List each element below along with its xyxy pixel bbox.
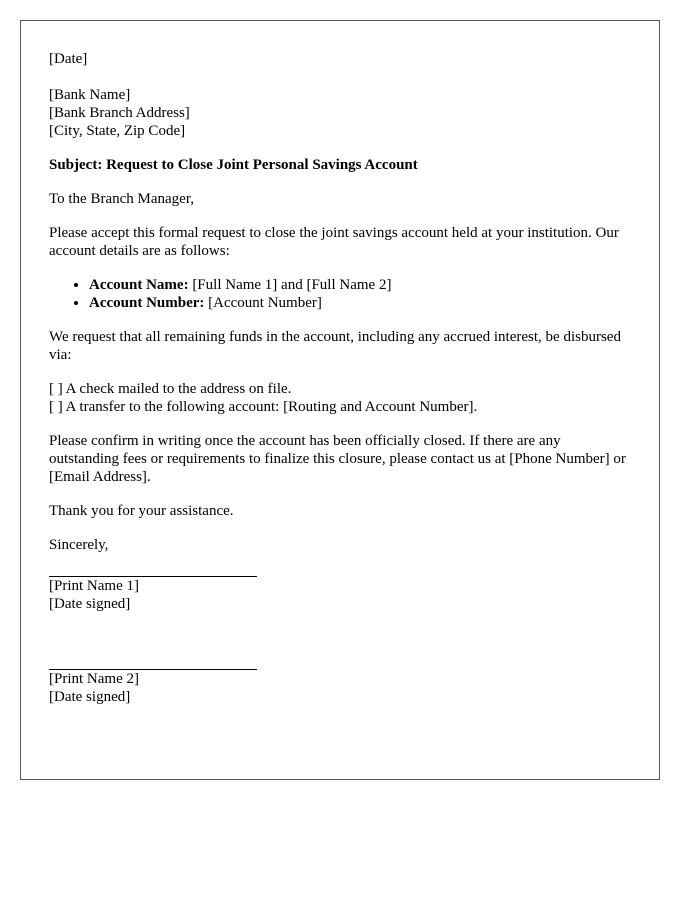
account-details-list: [49, 276, 631, 312]
letter-subject: Subject: Request to Close Joint Personal Savings Account: [49, 157, 418, 173]
print-name-2: [Print Name 2]: [49, 671, 139, 687]
account-name-item: [89, 276, 631, 294]
bank-branch-address: [Bank Branch Address]: [49, 105, 190, 121]
letter-page: [20, 20, 660, 780]
account-name-label: Account Name:: [89, 277, 189, 293]
account-name-value: [Full Name 1] and [Full Name 2]: [188, 277, 392, 293]
confirm-paragraph: Please confirm in writing once the account has been officially closed. If there are any outstanding fees or requirements to finalize this closure, please contact us at [Phone Number] or [Email Address].: [49, 433, 626, 485]
bank-address: [49, 86, 631, 140]
signature-space-2: [49, 613, 631, 669]
signature-space-1: [49, 554, 631, 576]
option-check: [ ] A check mailed to the address on file.: [49, 381, 292, 397]
intro-paragraph: Please accept this formal request to close the joint savings account held at your institution. Our account details are as follows:: [49, 225, 619, 259]
salutation: To the Branch Manager,: [49, 191, 194, 207]
signature-block-2: [49, 669, 631, 706]
thanks-paragraph: Thank you for your assistance.: [49, 503, 234, 519]
bank-name: [Bank Name]: [49, 87, 131, 103]
date-signed-1: [Date signed]: [49, 596, 131, 612]
date-signed-2: [Date signed]: [49, 689, 131, 705]
signature-block-1: [49, 576, 631, 613]
option-transfer: [ ] A transfer to the following account: [Routing and Account Number].: [49, 399, 478, 415]
closing: Sincerely,: [49, 537, 109, 553]
account-number-item: [89, 294, 631, 312]
print-name-1: [Print Name 1]: [49, 578, 139, 594]
disbursement-options: [49, 380, 631, 416]
bank-city-state-zip: [City, State, Zip Code]: [49, 123, 186, 139]
letter-date: [Date]: [49, 51, 88, 67]
account-number-label: Account Number:: [89, 295, 205, 311]
account-number-value: [Account Number]: [204, 295, 322, 311]
funds-request-paragraph: We request that all remaining funds in the account, including any accrued interest, be disbursed via:: [49, 329, 621, 363]
